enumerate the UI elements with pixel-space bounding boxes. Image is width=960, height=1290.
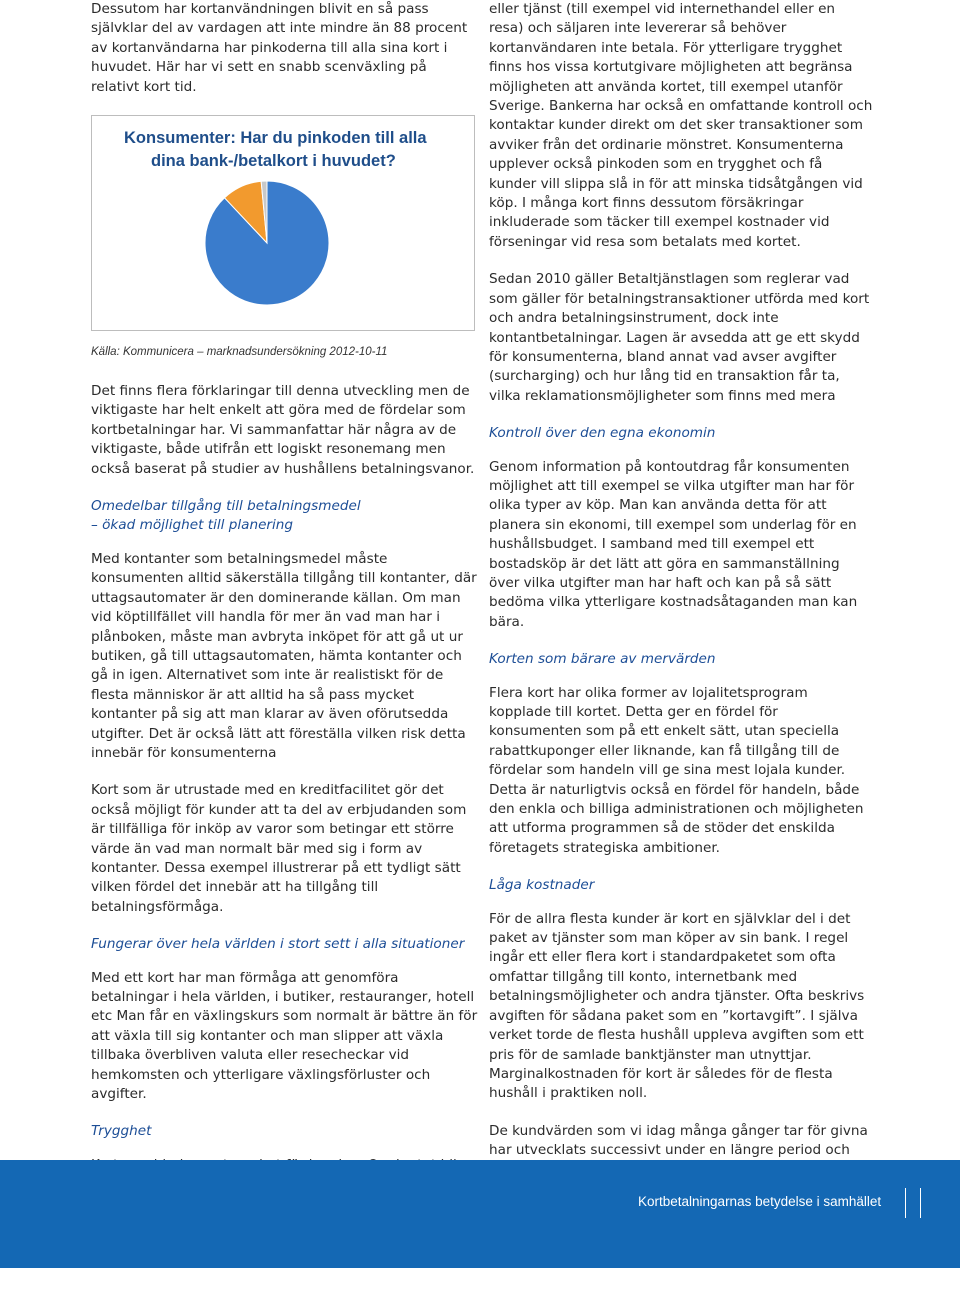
section-heading-line-1: Omedelbar tillgång till betalningsmedel — [91, 498, 361, 515]
section-heading: Fungerar över hela världen i stort sett i alla situationer — [91, 936, 465, 953]
footer-divider — [920, 1188, 921, 1218]
paragraph: För de allra flesta kunder är kort en självklar del i det paket av tjänster som man köper av sin bank. I regel ingår ett eller flera kort i standardpaketet som ofta omfattar tillgång till konto, internetbank med betalningsmöjligheter och andra tjänster. Ofta beskrivs avgiften för sådana paket som en ”kortavgift”. I själva verket torde de flesta hushåll uppleva avgiften som ett pris för de samlade banktjänster man utnyttjar. Marginalkostnaden för kort är således för de flesta hushåll i praktiken noll. — [489, 910, 865, 1102]
page-footer — [0, 1160, 960, 1268]
footer-divider — [905, 1188, 906, 1218]
section-heading: Låga kostnader — [489, 877, 595, 894]
chart-title-line-2: dina bank-/betalkort i huvudet? — [151, 152, 396, 171]
chart-source: Källa: Kommunicera – marknadsundersökning 2012-10-11 — [91, 346, 388, 359]
right-column — [489, 0, 873, 1217]
chart-title — [124, 127, 454, 173]
section-heading: Trygghet — [91, 1123, 152, 1140]
paragraph: Flera kort har olika former av lojalitetsprogram kopplade till kortet. Detta ger en fördel för konsumenten som på ett enkelt sätt, utan speciella rabattkuponger eller liknande, kan få tillgång till de fördelar som handeln vill ge sina mest lojala kunder. Detta är naturligtvis också en fördel för handeln, både den enkla och billiga administrationen och möjligheten att utforma programmen så de stöder det enskilda företagets strategiska ambitioner. — [489, 684, 864, 856]
chart-title-line-1: Konsumenter: Har du pinkoden till alla — [124, 129, 427, 148]
footer-title: Kortbetalningarnas betydelse i samhället — [638, 1194, 882, 1209]
paragraph: Det finns flera förklaringar till denna utveckling men de viktigaste har helt enkelt att göra med de fördelar som kortbetalningar har. Vi sammanfattar här några av de viktigaste, både utifrån ett logiskt resonemang men också baserat på studier av hushållens betalningsvanor. — [91, 383, 475, 477]
section-heading — [91, 497, 479, 536]
section-heading-line-2: – ökad möjlighet till planering — [91, 517, 294, 534]
paragraph: Med ett kort har man förmåga att genomföra betalningar i hela världen, i butiker, restauranger, hotell etc Man får en växlingskurs som normalt är bättre än för att växla till sig kontanter och man slipper att växla tillbaka överbliven valuta eller resecheckar vid hemkomsten och ytterligare växlingsförluster och avgifter. — [91, 969, 478, 1103]
intro-paragraph: Dessutom har kortanvändningen blivit en så pass självklar del av vardagen att inte mindre än 88 procent av kortanvändarna har pinkoderna till alla sina kort i huvudet. Här har vi sett en snabb scenväxling på relativt kort tid. — [91, 1, 468, 95]
paragraph: Kort som är utrustade med en kreditfacilitet gör det också möjligt för kunder att ta del av erbjudanden som är tillfälliga för inköp av varor som betingar ett större värde än vad man normalt bär med sig i form av kontanter. Dessa exempel illustrerar på ett tydligt sätt vilken fördel det innebär att ha tillgång till betalningsförmåga. — [91, 782, 467, 915]
left-column — [91, 0, 479, 1290]
paragraph: Med kontanter som betalningsmedel måste konsumenten alltid säkerställa tillgång till kontanter, där uttagsautomater är den dominerande källan. Om man vid köptillfället vill handla för mer än vad man har i plånboken, måste man avbryta inköpet för att gå ut ur butiken, gå till uttagsautomaten, hämta kontanter och gå in igen. Alternativet som inte är realistiskt för de flesta människor är att alltid ha så pass mycket kontanter på sig att man klarar av även oförutsedda utgifter. Det är också lätt att föreställa vilken risk detta innebär för konsumenterna — [91, 550, 477, 761]
paragraph: eller tjänst (till exempel vid internethandel eller en resa) och säljaren inte levererar så behöver kortanvändaren inte betala. För ytterligare trygghet finns hos vissa kortutgivare möjligheten att begränsa möjligheten att använda kortet, till exempel utanför Sverige. Bankerna har också en omfattande kontroll och kontaktar kunder direkt om det sker transaktioner som avviker från det ordinarie mönstret. Konsumenterna upplever också pinkoden som en trygghet och få kunder vill slippa slå in för att minska tidsåtgången vid köp. I många kort finns dessutom försäkringar inkluderade som täcker till exempel kostnader vid förseningar vid resa som betalats med kortet. — [489, 1, 873, 250]
paragraph: Sedan 2010 gäller Betaltjänstlagen som reglerar vad som gäller för betalningstransaktioner utförda med kort och andra betalningsinstrument, dock inte kontantbetalningar. Lagen är avsedda att ge ett skydd för konsumenterna, bland annat vad avser avgifter (surcharging) och hur lång tid en transaktion får ta, vilka reklamationsmöjligheter som finns med mera — [489, 271, 870, 404]
pie-chart-figure — [91, 115, 475, 331]
section-heading: Korten som bärare av mervärden — [489, 651, 716, 668]
paragraph: Genom information på kontoutdrag får konsumenten möjlighet att till exempel se vilka utgifter man har för olika typer av köp. Man kan använda detta för att planera sin ekonomi, till exempel som underlag för en hushållsbudget. I samband med till exempel ett bostadsköp är det lätt att göra en sammanställning över vilka utgifter man har haft och kan på så sätt bedöma vilka ytterligare kostnadsåtaganden man kan bära. — [489, 458, 858, 630]
section-heading: Kontroll över den egna ekonomin — [489, 425, 716, 442]
pie-chart — [192, 168, 342, 318]
paragraph: De kundvärden som vi idag många gånger tar för givna har utvecklats successivt under en längre period och — [489, 1122, 868, 1159]
